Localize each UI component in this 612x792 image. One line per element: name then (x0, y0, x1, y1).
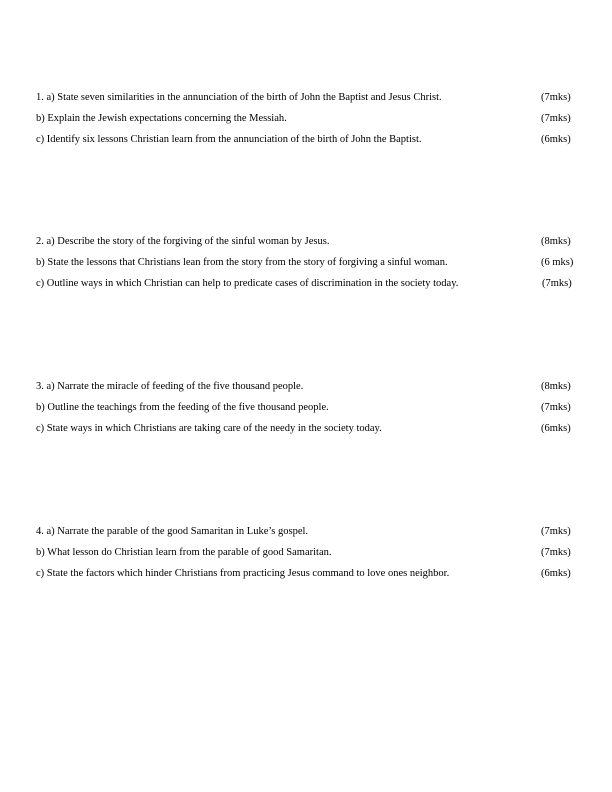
question-4 (36, 525, 576, 587)
question-text: 1. a) State seven similarities in the annunciation of the birth of John the Baptist and Jesus Christ. (36, 92, 442, 103)
question-text: 4. a) Narrate the parable of the good Samaritan in Luke’s gospel. (36, 526, 309, 537)
marks-label: (7mks) (541, 92, 571, 103)
question-line (36, 256, 576, 277)
marks-label: (7mks) (542, 277, 572, 289)
question-text: b) What lesson do Christian learn from the parable of good Samaritan. (36, 546, 332, 558)
question-text: c) State the factors which hinder Christians from practicing Jesus command to love ones neighbor. (36, 567, 450, 579)
question-line (36, 112, 576, 133)
question-line (36, 277, 576, 298)
question-1 (36, 91, 576, 153)
question-text: b) Outline the teachings from the feeding of the five thousand people. (36, 401, 329, 413)
question-2 (36, 235, 576, 297)
question-text: b) Explain the Jewish expectations concerning the Messiah. (36, 112, 287, 124)
question-text: c) Outline ways in which Christian can help to predicate cases of discrimination in the society today. (36, 277, 459, 289)
question-text: b) State the lessons that Christians lean from the story from the story of forgiving a sinful woman. (36, 256, 448, 268)
marks-label: (6mks) (541, 567, 571, 579)
question-text: 2. a) Describe the story of the forgiving of the sinful woman by Jesus. (36, 236, 330, 247)
question-3 (36, 380, 576, 442)
question-line (36, 525, 576, 546)
question-text: c) Identify six lessons Christian learn from the annunciation of the birth of John the Baptist. (36, 133, 422, 145)
question-line (36, 401, 576, 422)
question-text: 3. a) Narrate the miracle of feeding of the five thousand people. (36, 381, 304, 392)
marks-label: (6 mks) (541, 256, 574, 268)
marks-label: (6mks) (541, 422, 571, 434)
question-line (36, 133, 576, 154)
marks-label: (7mks) (541, 526, 571, 537)
marks-label: (6mks) (541, 133, 571, 145)
marks-label: (7mks) (541, 546, 571, 558)
marks-label: (7mks) (541, 112, 571, 124)
question-line (36, 546, 576, 567)
question-text: c) State ways in which Christians are taking care of the needy in the society today. (36, 422, 382, 434)
marks-label: (7mks) (541, 401, 571, 413)
question-line (36, 567, 576, 588)
marks-label: (8mks) (541, 236, 571, 247)
question-line (36, 91, 576, 112)
question-line (36, 235, 576, 256)
question-line (36, 380, 576, 401)
question-line (36, 422, 576, 443)
marks-label: (8mks) (541, 381, 571, 392)
